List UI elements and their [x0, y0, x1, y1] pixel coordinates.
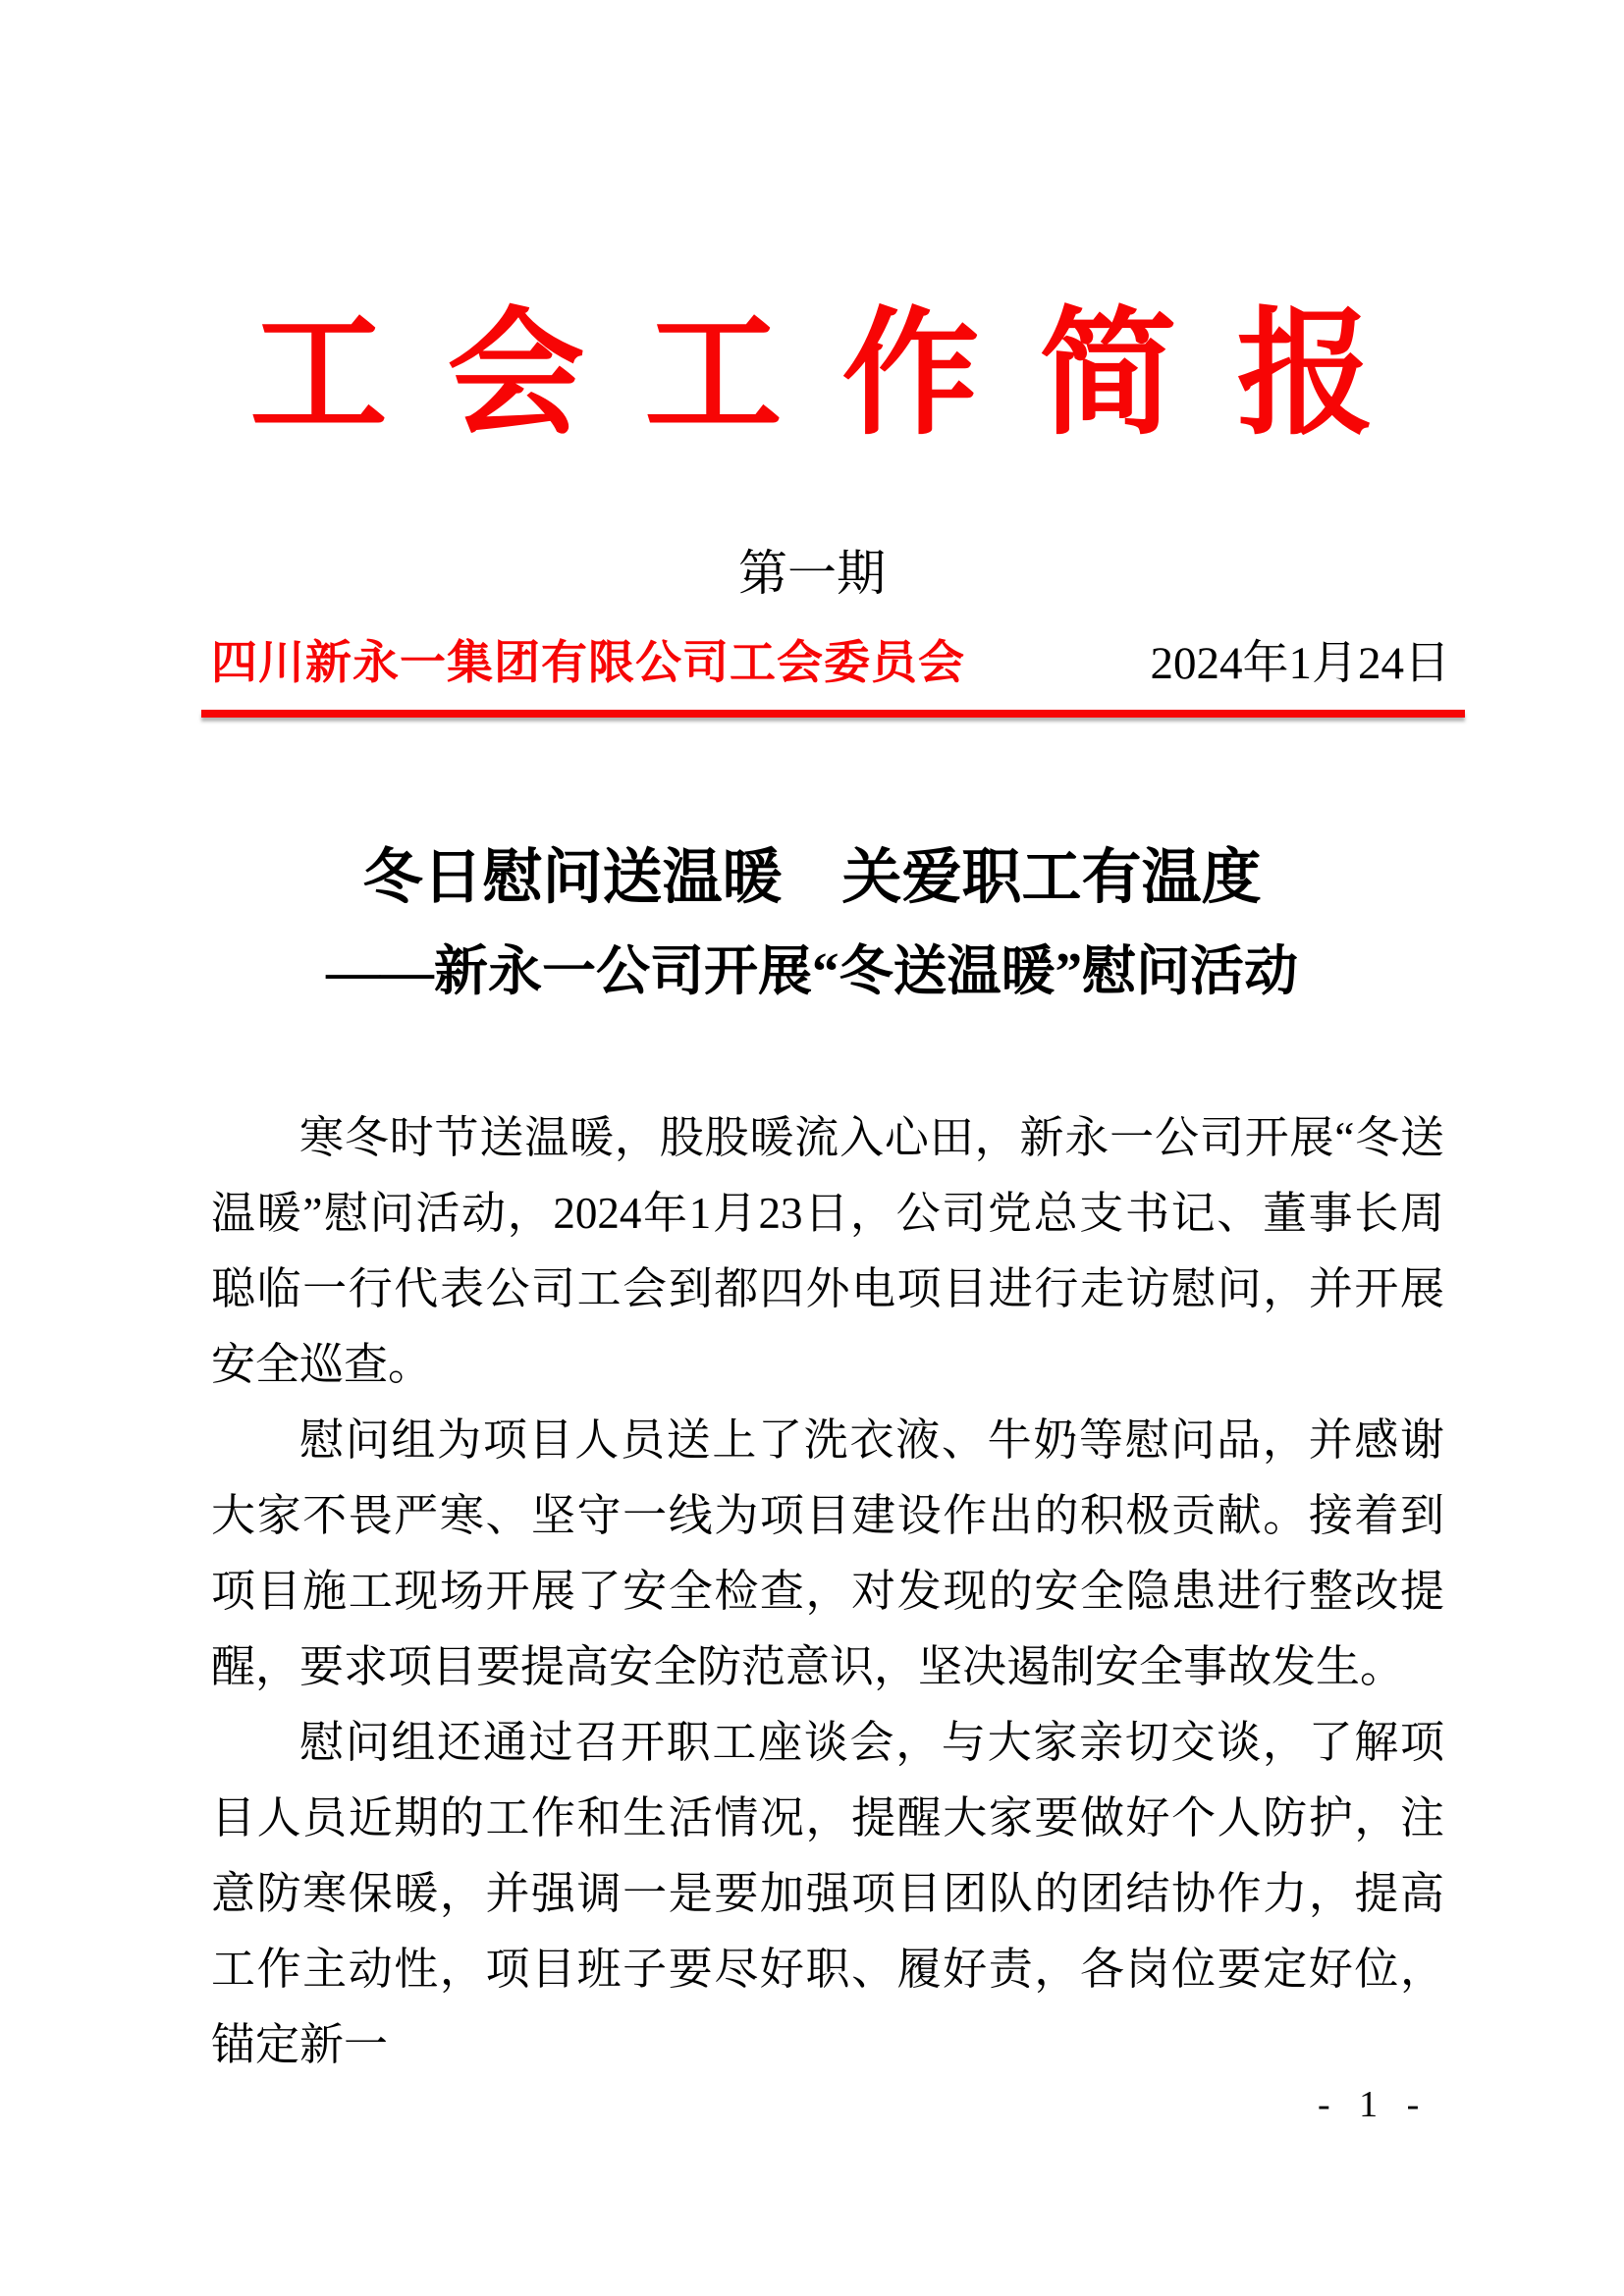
article-title: 冬日慰问送温暖 关爱职工有温度 [362, 845, 1262, 911]
publisher-name: 四川新永一集团有限公司工会委员会 [211, 638, 965, 689]
masthead-title: 工 会 工 作 简 报 [249, 299, 1375, 452]
publish-date: 2024年1月24日 [1150, 638, 1450, 689]
issue-label: 第一期 [738, 546, 886, 601]
masthead-divider-line [201, 710, 1465, 718]
article-body [211, 1100, 1444, 2083]
page-number: - 1 - [1318, 2084, 1430, 2125]
article-paragraph-2: 慰问组为项目人员送上了洗衣液、牛奶等慰问品，并感谢大家不畏严寒、坚守一线为项目建设作出的积极贡献。接着到项目施工现场开展了安全检查，对发现的安全隐患进行整改提醒，要求项目要提高安全防范意识，坚决遏制安全事故发生。 [211, 1415, 1444, 1691]
article-paragraph-3: 慰问组还通过召开职工座谈会，与大家亲切交谈，了解项目人员近期的工作和生活情况，提醒大家要做好个人防护，注意防寒保暖，并强调一是要加强项目团队的团结协作力，提高工作主动性，项目班子要尽好职、履好责，各岗位要定好位，锚定新一 [211, 1718, 1444, 2069]
article-subtitle: ——新永一公司开展“冬送温暖”慰问活动 [325, 941, 1298, 1001]
article-paragraph-1: 寒冬时节送温暖，股股暖流入心田，新永一公司开展“冬送温暖”慰问活动，2024年1月23日，公司党总支书记、董事长周聪临一行代表公司工会到都四外电项目进行走访慰问，并开展安全巡查。 [211, 1113, 1444, 1389]
publication-info-row [211, 636, 1450, 691]
